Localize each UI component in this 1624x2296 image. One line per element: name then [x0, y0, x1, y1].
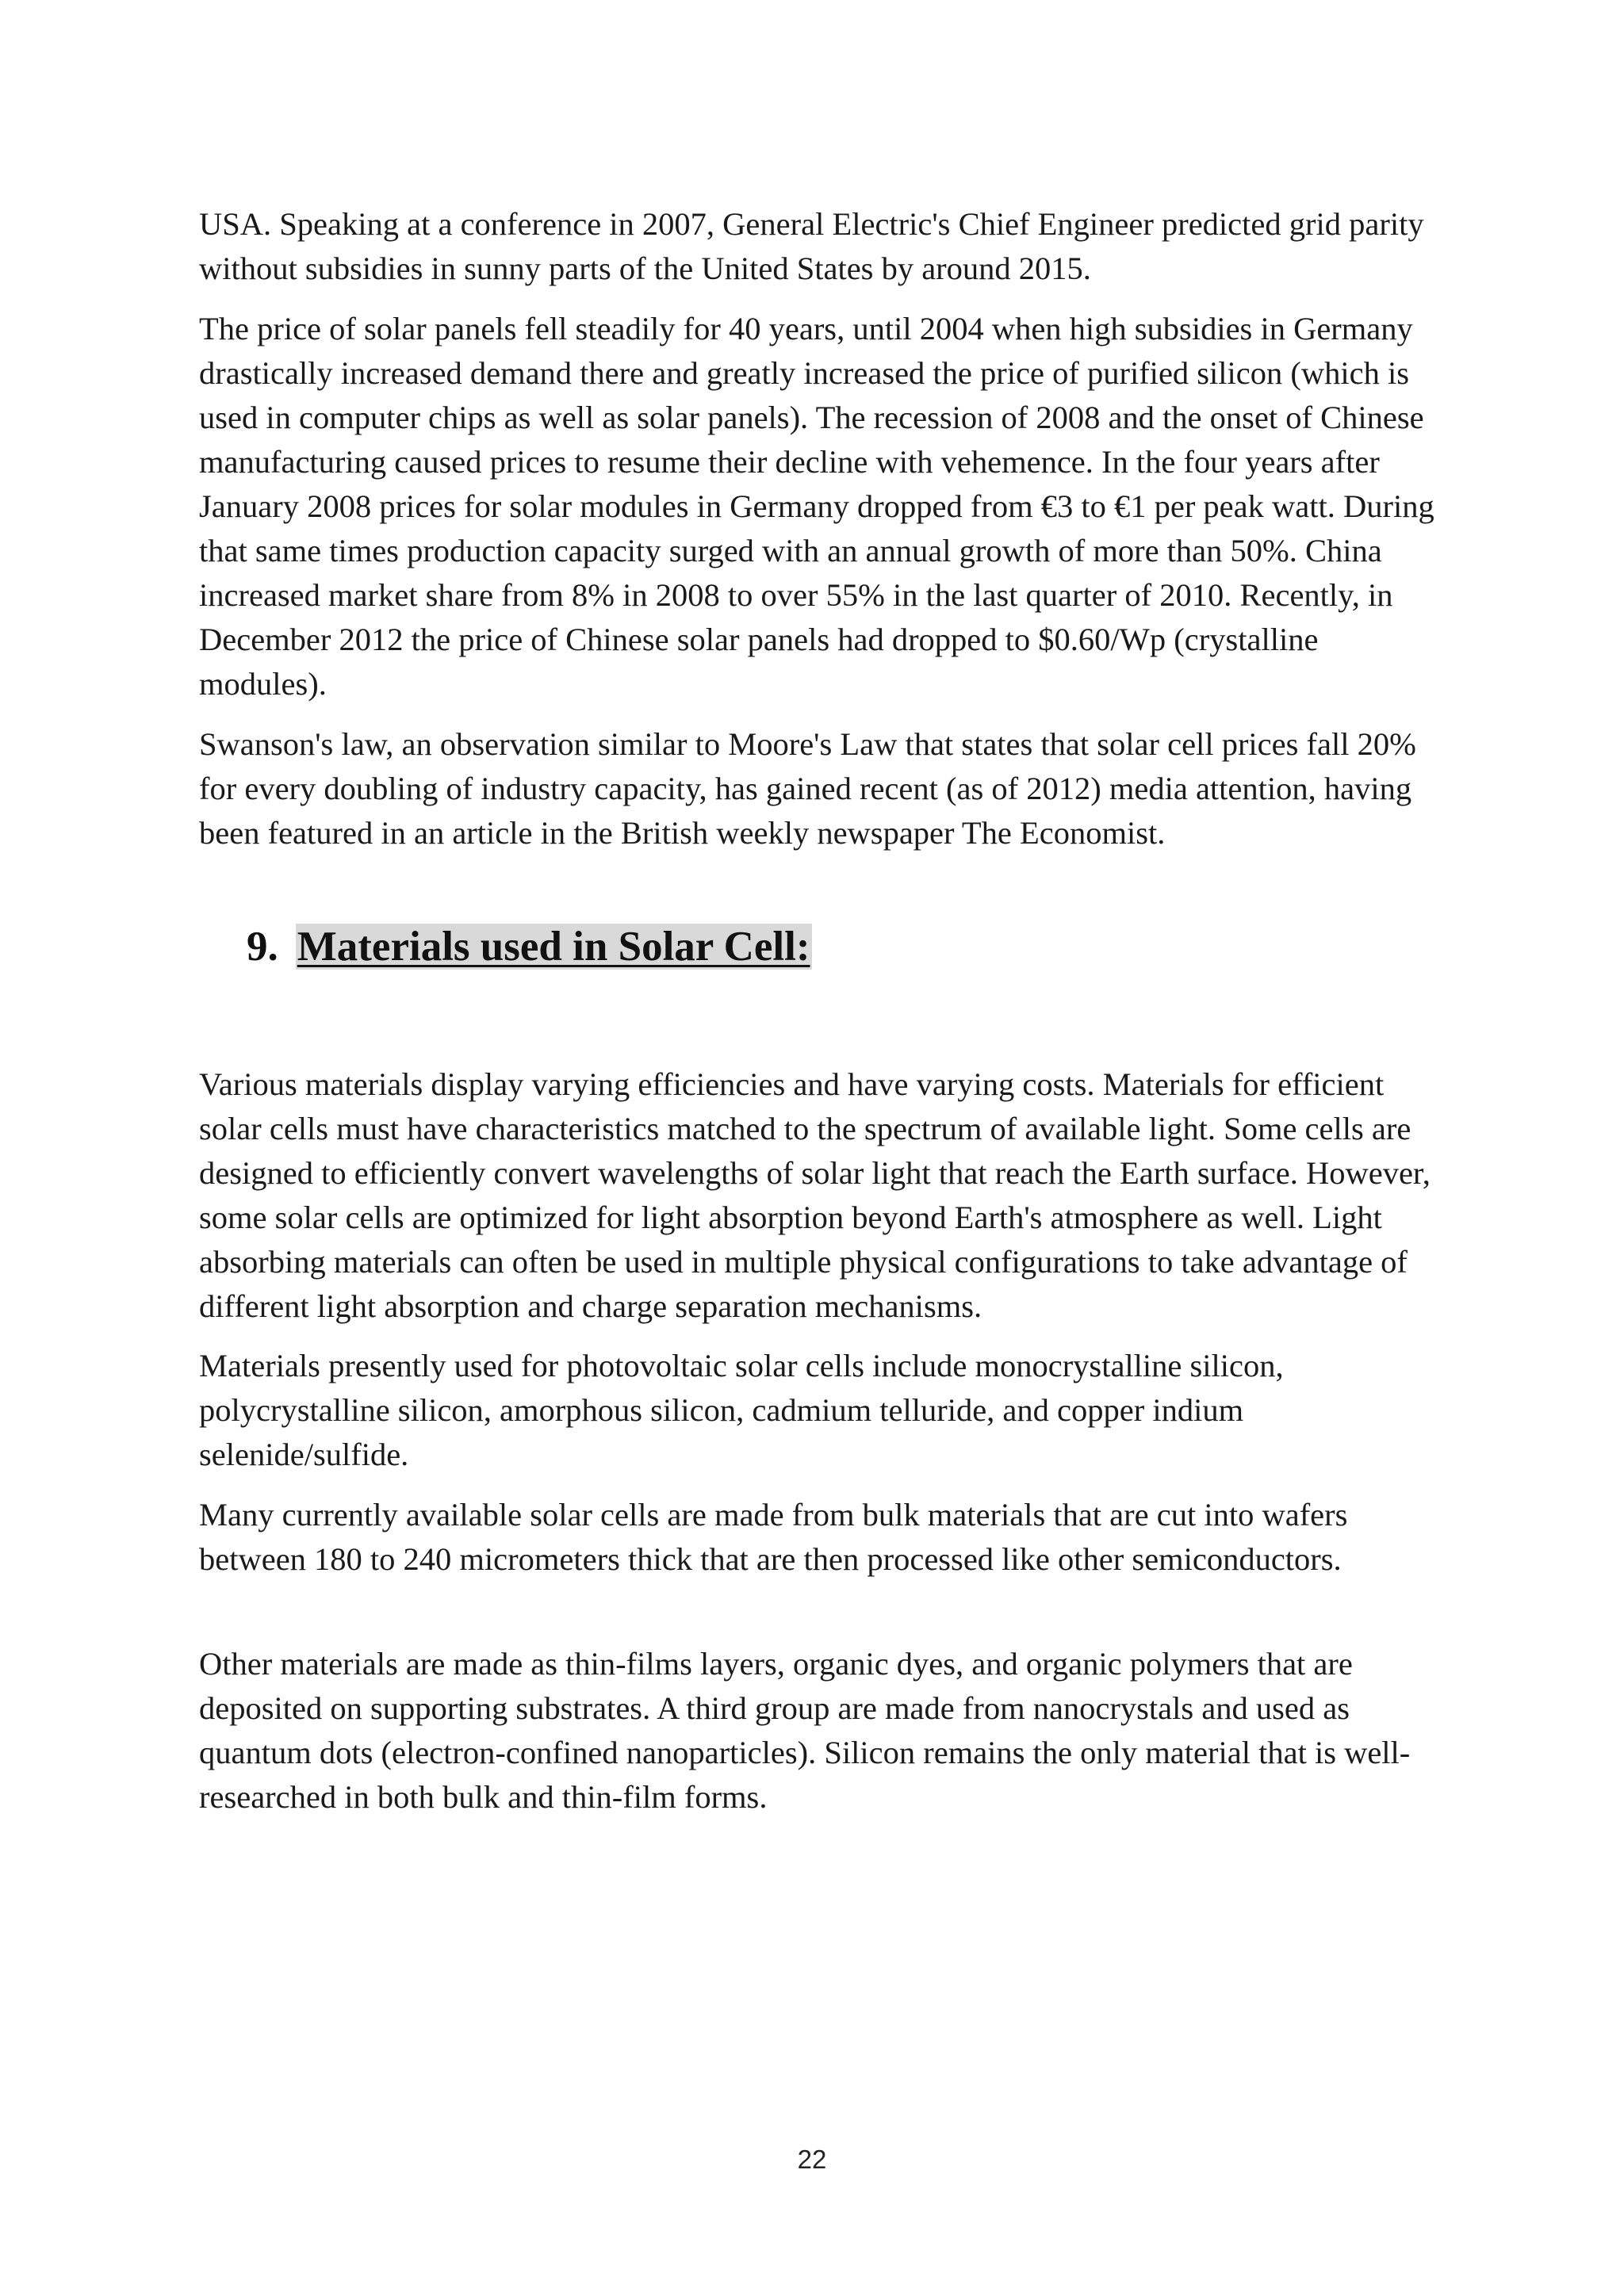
paragraph-material-efficiencies: Various materials display varying efficiencies and have varying costs. Materials for efficient solar cells must have characteristics matched to the spectrum of available light. Some cells are designed to efficiently convert wavelengths of solar light that reach the Earth surface. However, some solar cells are optimized for light absorption beyond Earth's atmosphere as well. Light absorbing materials can often be used in multiple physical configurations to take advantage of different light absorption and charge separation mechanisms.: [199, 1066, 1431, 1324]
paragraph-solar-panel-price: The price of solar panels fell steadily for 40 years, until 2004 when high subsidies in Germany drastically increased demand there and greatly increased the price of purified silicon (which is used in computer chips as well as solar panels). The recession of 2008 and the onset of Chinese manufacturing caused prices to resume their decline with vehemence. In the four years after January 2008 prices for solar modules in Germany dropped from €3 to €1 per peak watt. During that same times production capacity surged with an annual growth of more than 50%. China increased market share from 8% in 2008 to over 55% in the last quarter of 2010. Recently, in December 2012 the price of Chinese solar panels had dropped to $0.60/Wp (crystalline modules).: [199, 311, 1434, 702]
section-number: 9.: [247, 924, 278, 970]
paragraph-grid-parity: USA. Speaking at a conference in 2007, General Electric's Chief Engineer predicted grid parity without subsidies in sunny parts of the United States by around 2015.: [199, 206, 1424, 286]
section-title: Materials used in Solar Cell:: [297, 924, 810, 970]
paragraph-bulk-materials: Many currently available solar cells are made from bulk materials that are cut into wafers between 180 to 240 micrometers thick that are then processed like other semiconductors.: [199, 1497, 1348, 1577]
page-number: 22: [797, 2145, 827, 2174]
paragraph-swansons-law: Swanson's law, an observation similar to Moore's Law that states that solar cell prices fall 20% for every doubling of industry capacity, has gained recent (as of 2012) media attention, having been featured in an article in the British weekly newspaper The Economist.: [199, 726, 1416, 851]
section-heading: [247, 918, 812, 975]
paragraph-materials-list: Materials presently used for photovoltaic solar cells include monocrystalline silicon, polycrystalline silicon, amorphous silicon, cadmium telluride, and copper indium selenide/sulfide.: [199, 1348, 1284, 1472]
paragraph-thin-films: Other materials are made as thin-films layers, organic dyes, and organic polymers that are deposited on supporting substrates. A third group are made from nanocrystals and used as quantum dots (electron-confined nanoparticles). Silicon remains the only material that is well-researched in both bulk and thin-film forms.: [199, 1646, 1411, 1815]
